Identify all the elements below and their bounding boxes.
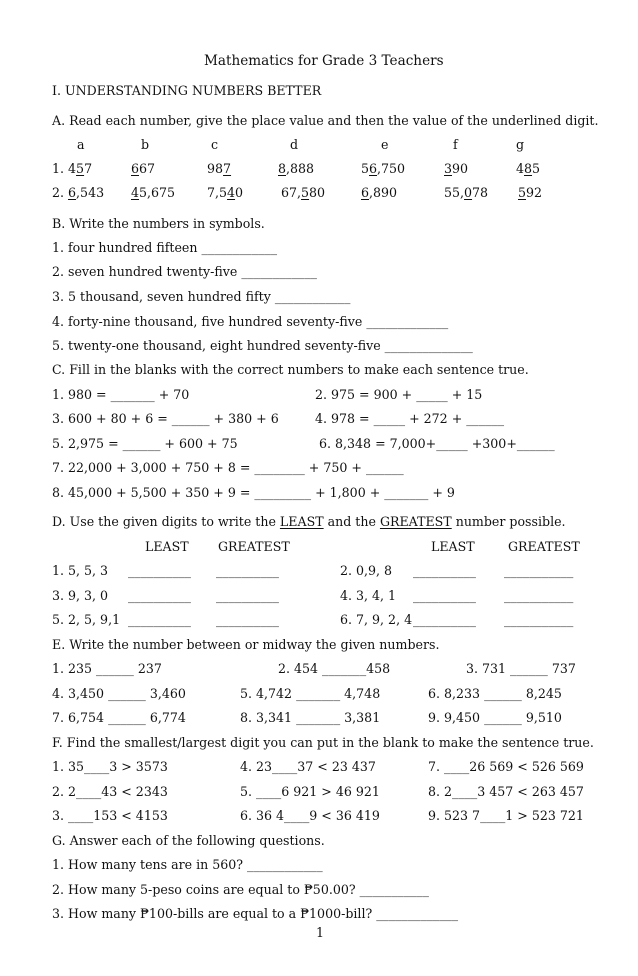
digit-inequality-item: 8. 2____3 457 < 263 457 (428, 784, 584, 799)
column-header: c (211, 137, 219, 152)
least-column-header: LEAST (431, 539, 475, 554)
underlined-digit: 6 (369, 161, 378, 176)
equation-item: 5. 2,975 = ______ + 600 + 75 (52, 436, 238, 451)
midway-item: 3. 731 ______ 737 (466, 661, 576, 676)
section-a-instruction: A. Read each number, give the place value and then the value of the underlined digit. (52, 113, 599, 128)
answer-blank: __________ (128, 563, 191, 578)
midway-item: 5. 4,742 _______ 4,748 (240, 686, 381, 701)
answer-blank: __________ (128, 588, 191, 603)
column-header: f (453, 137, 458, 152)
section-e-instruction: E. Write the number between or midway the given numbers. (52, 637, 440, 652)
equation-item: 7. 22,000 + 3,000 + 750 + 8 = ________ + 750 + ______ (52, 460, 404, 475)
midway-item: 1. 235 ______ 237 (52, 661, 162, 676)
digit-inequality-item: 3. ____153 < 4153 (52, 808, 168, 823)
question-item: 3. How many ₱100-bills are equal to a ₱1000-bill? _____________ (52, 906, 459, 921)
midway-item: 7. 6,754 ______ 6,774 (52, 710, 186, 725)
page-number: 1 (316, 925, 325, 940)
number-item: 485 (516, 161, 541, 176)
answer-blank: ___________ (504, 563, 574, 578)
number-item: 55,078 (444, 185, 489, 200)
digit-inequality-item: 5. ____6 921 > 46 921 (240, 784, 380, 799)
column-header: e (381, 137, 389, 152)
underlined-digit: 3 (444, 161, 453, 176)
digits-item: 3. 9, 3, 0 (52, 588, 109, 603)
midway-item: 2. 454 _______458 (278, 661, 391, 676)
underlined-digit: 6 (361, 185, 370, 200)
question-item: 4. forty-nine thousand, five hundred seventy-five _____________ (52, 314, 449, 329)
underlined-digit: 4 (131, 185, 140, 200)
section-c-instruction: C. Fill in the blanks with the correct numbers to make each sentence true. (52, 362, 529, 377)
midway-item: 9. 9,450 ______ 9,510 (428, 710, 562, 725)
greatest-column-header: GREATEST (218, 539, 290, 554)
midway-item: 6. 8,233 ______ 8,245 (428, 686, 562, 701)
answer-blank: __________ (413, 563, 476, 578)
digits-item: 5. 2, 5, 9,1 (52, 612, 121, 627)
question-item: 2. seven hundred twenty-five ____________ (52, 264, 317, 279)
number-item: 67,580 (281, 185, 326, 200)
answer-blank: __________ (413, 612, 476, 627)
answer-blank: __________ (413, 588, 476, 603)
midway-item: 4. 3,450 ______ 3,460 (52, 686, 186, 701)
equation-item: 8. 45,000 + 5,500 + 350 + 9 = _________ + 1,800 + _______ + 9 (52, 485, 455, 500)
digit-inequality-item: 6. 36 4____9 < 36 419 (240, 808, 380, 823)
number-item: 390 (444, 161, 469, 176)
least-column-header: LEAST (145, 539, 189, 554)
question-item: 1. four hundred fifteen ____________ (52, 240, 278, 255)
underlined-digit: 8 (524, 161, 533, 176)
number-item: 45,675 (131, 185, 176, 200)
underlined-digit: 5 (76, 161, 85, 176)
digit-inequality-item: 2. 2____43 < 2343 (52, 784, 168, 799)
digits-item: 4. 3, 4, 1 (340, 588, 397, 603)
answer-blank: __________ (216, 588, 279, 603)
answer-blank: __________ (216, 563, 279, 578)
number-item: 667 (131, 161, 156, 176)
column-header: b (141, 137, 150, 152)
section-d-instruction: D. Use the given digits to write the LEAST and the GREATEST number possible. (52, 514, 566, 529)
number-item: 1. 457 (52, 161, 93, 176)
number-item: 7,540 (207, 185, 244, 200)
section-g-instruction: G. Answer each of the following questions. (52, 833, 325, 848)
answer-blank: __________ (216, 612, 279, 627)
underlined-digit: 8 (278, 161, 287, 176)
section-b-instruction: B. Write the numbers in symbols. (52, 216, 265, 231)
underlined-digit: 6 (68, 185, 77, 200)
question-item: 1. How many tens are in 560? ____________ (52, 857, 323, 872)
underlined-digit: 0 (464, 185, 473, 200)
least-word: LEAST (279, 514, 324, 529)
equation-item: 2. 975 = 900 + _____ + 15 (315, 387, 483, 402)
page-title: Mathematics for Grade 3 Teachers (204, 53, 444, 69)
midway-item: 8. 3,341 _______ 3,381 (240, 710, 381, 725)
number-item: 592 (518, 185, 543, 200)
number-item: 8,888 (278, 161, 315, 176)
number-item: 987 (207, 161, 232, 176)
underlined-digit: 5 (518, 185, 527, 200)
equation-item: 6. 8,348 = 7,000+_____ +300+______ (319, 436, 555, 451)
digit-inequality-item: 9. 523 7____1 > 523 721 (428, 808, 584, 823)
digits-item: 2. 0,9, 8 (340, 563, 393, 578)
column-header: a (77, 137, 85, 152)
column-header: d (290, 137, 299, 152)
number-item: 56,750 (361, 161, 406, 176)
underlined-digit: 7 (223, 161, 232, 176)
answer-blank: ___________ (504, 612, 574, 627)
greatest-column-header: GREATEST (508, 539, 580, 554)
underlined-digit: 6 (131, 161, 140, 176)
section-f-instruction: F. Find the smallest/largest digit you can put in the blank to make the sentence true. (52, 735, 594, 750)
equation-item: 3. 600 + 80 + 6 = ______ + 380 + 6 (52, 411, 279, 426)
digit-inequality-item: 7. ____26 569 < 526 569 (428, 759, 584, 774)
number-item: 2. 6,543 (52, 185, 105, 200)
section-heading: I. UNDERSTANDING NUMBERS BETTER (52, 83, 322, 98)
digit-inequality-item: 1. 35____3 > 3573 (52, 759, 168, 774)
greatest-word: GREATEST (379, 514, 452, 529)
digits-item: 6. 7, 9, 2, 4 (340, 612, 413, 627)
equation-item: 1. 980 = _______ + 70 (52, 387, 190, 402)
answer-blank: __________ (128, 612, 191, 627)
question-item: 2. How many 5-peso coins are equal to ₱50.00? ___________ (52, 882, 429, 897)
number-item: 6,890 (361, 185, 398, 200)
equation-item: 4. 978 = _____ + 272 + ______ (315, 411, 505, 426)
answer-blank: ___________ (504, 588, 574, 603)
digit-inequality-item: 4. 23____37 < 23 437 (240, 759, 376, 774)
question-item: 5. twenty-one thousand, eight hundred seventy-five ______________ (52, 338, 473, 353)
question-item: 3. 5 thousand, seven hundred fifty ____________ (52, 289, 351, 304)
underlined-digit: 5 (301, 185, 310, 200)
column-header: g (516, 137, 525, 152)
underlined-digit: 4 (227, 185, 236, 200)
digits-item: 1. 5, 5, 3 (52, 563, 109, 578)
